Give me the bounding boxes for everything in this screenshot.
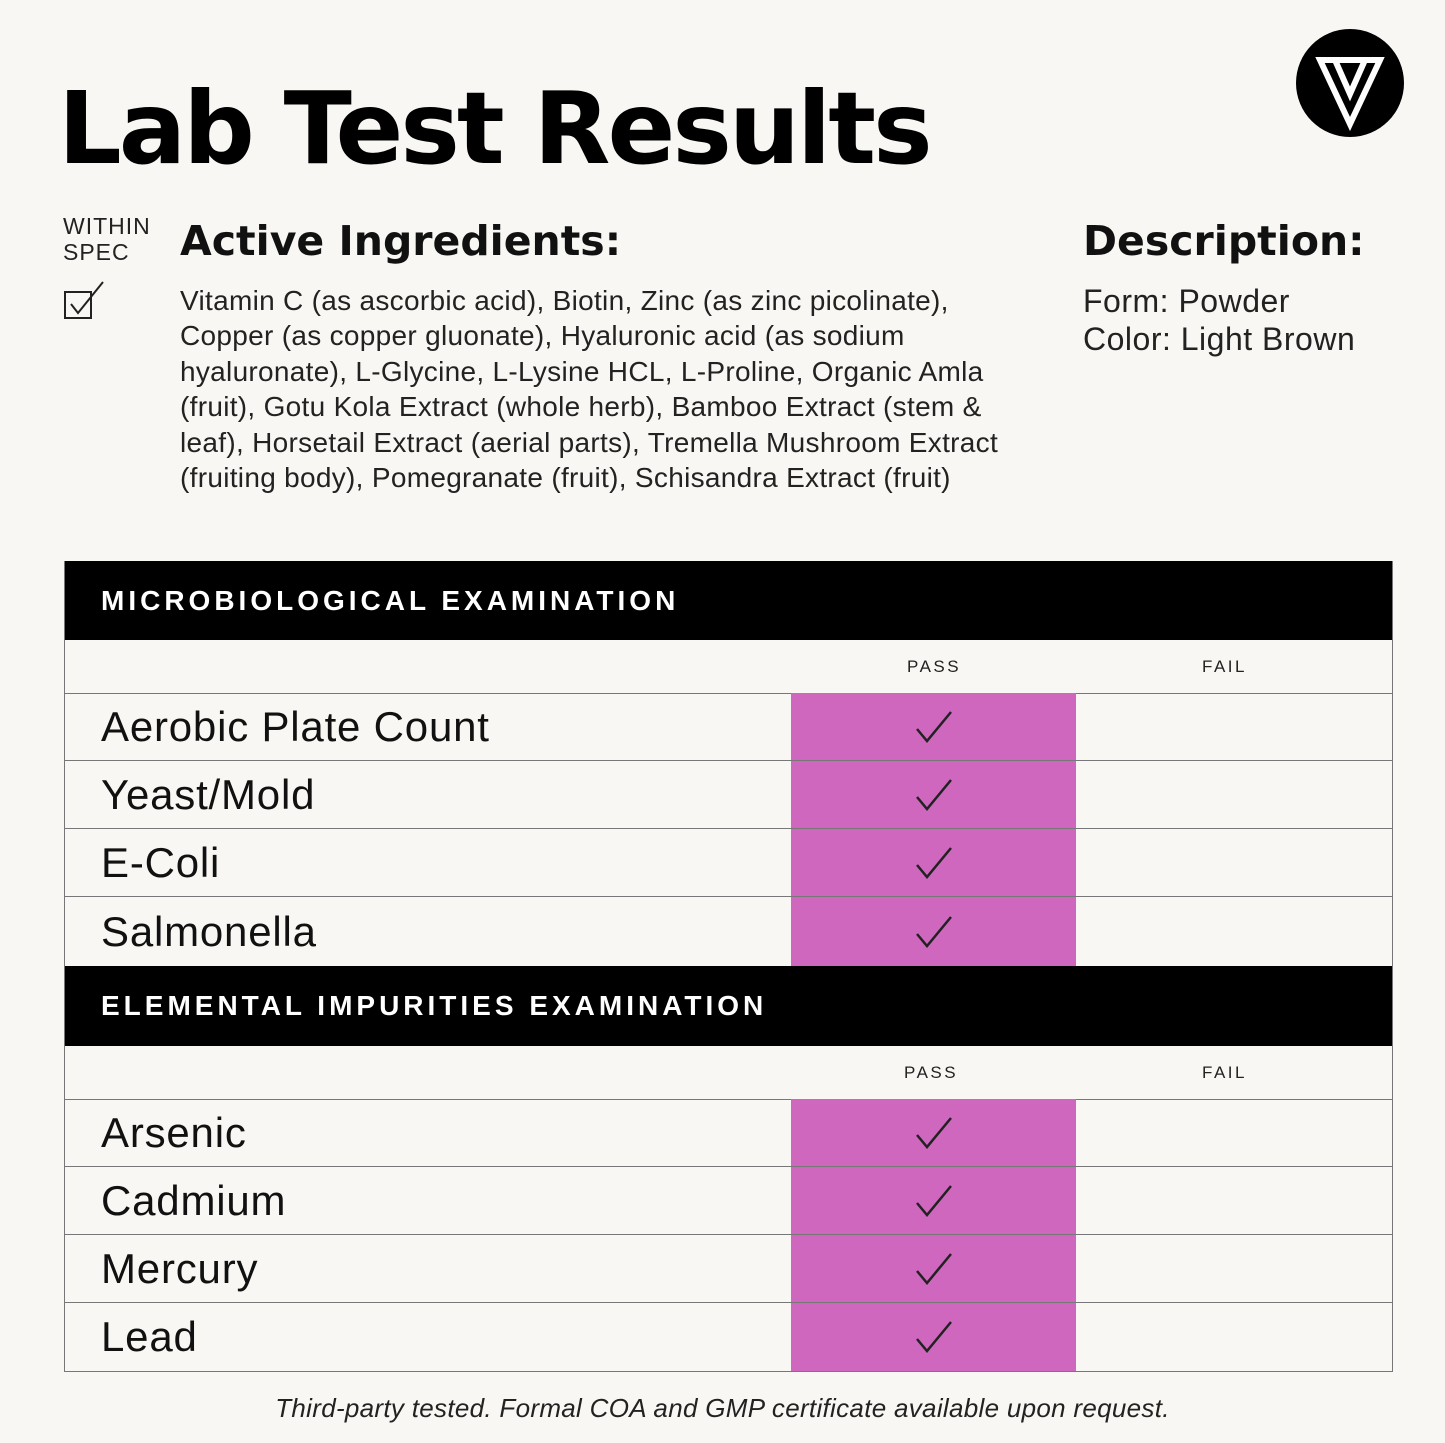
checkmark-icon <box>914 1251 954 1287</box>
section-header-microbiological <box>64 561 1393 640</box>
checkmark-icon <box>914 914 954 950</box>
description-form: Form: Powder <box>1083 283 1290 319</box>
pass-cell <box>791 897 1076 966</box>
footer-note: Third-party tested. Formal COA and GMP certificate available upon request. <box>275 1393 1170 1423</box>
section-header-elemental-impurities <box>64 966 1393 1046</box>
table-row <box>65 1235 1392 1303</box>
test-name: Aerobic Plate Count <box>101 702 490 750</box>
table-row <box>65 1303 1392 1371</box>
column-header-row <box>65 640 1392 694</box>
active-ingredients-heading: Active Ingredients: <box>180 217 622 265</box>
test-name: Cadmium <box>101 1176 287 1224</box>
pass-cell <box>791 1167 1076 1234</box>
table-row <box>65 761 1392 829</box>
pass-cell <box>791 1099 1076 1166</box>
description-color: Color: Light Brown <box>1083 321 1356 357</box>
pass-cell <box>791 693 1076 760</box>
test-name: Yeast/Mold <box>101 770 316 818</box>
pass-column-label: PASS <box>907 657 962 676</box>
active-ingredients-text: Vitamin C (as ascorbic acid), Biotin, Zinc (as zinc picolinate), Copper (as copper gluonate), Hyaluronic acid (as sodium hyaluronate), L-Glycine, L-Lysine HCL, L-Proline, Organic Amla (fruit), Gotu Kola Extract (whole herb), Bamboo Extract (stem & leaf), Horsetail Extract (aerial parts), Tremella Mushroom Extract (fruiting body), Pomegranate (fruit), Schisandra Extract (fruit) <box>180 285 999 494</box>
section-title: ELEMENTAL IMPURITIES EXAMINATION <box>101 990 768 1021</box>
within-spec-label: WITHIN SPEC <box>63 213 151 265</box>
table-row <box>65 897 1392 966</box>
pass-cell <box>791 761 1076 828</box>
checkmark-icon <box>914 777 954 813</box>
table-row <box>65 1099 1392 1167</box>
pass-cell <box>791 1235 1076 1302</box>
table-row <box>65 1167 1392 1235</box>
lab-results-table <box>64 561 1393 1372</box>
fail-column-label: FAIL <box>1202 1063 1247 1082</box>
description-heading: Description: <box>1083 217 1365 265</box>
v-triangle-logo-icon <box>1295 28 1405 138</box>
checkmark-icon <box>914 845 954 881</box>
table-row <box>65 829 1392 897</box>
fail-column-label: FAIL <box>1202 657 1247 676</box>
page-title: Lab Test Results <box>58 70 930 187</box>
section-title: MICROBIOLOGICAL EXAMINATION <box>101 584 680 616</box>
test-name: E-Coli <box>101 838 221 886</box>
checkmark-icon <box>914 1183 954 1219</box>
test-name: Salmonella <box>101 907 317 955</box>
test-name: Lead <box>101 1313 198 1360</box>
checkbox-checked-icon <box>63 280 107 320</box>
test-name: Mercury <box>101 1244 259 1292</box>
table-row <box>65 693 1392 761</box>
pass-column-label: PASS <box>904 1063 959 1082</box>
checkmark-icon <box>914 709 954 745</box>
checkmark-icon <box>914 1115 954 1151</box>
pass-cell <box>791 1303 1076 1371</box>
test-name: Arsenic <box>101 1108 247 1156</box>
pass-cell <box>791 829 1076 896</box>
checkmark-icon <box>914 1319 954 1355</box>
column-header-row <box>65 1046 1392 1100</box>
